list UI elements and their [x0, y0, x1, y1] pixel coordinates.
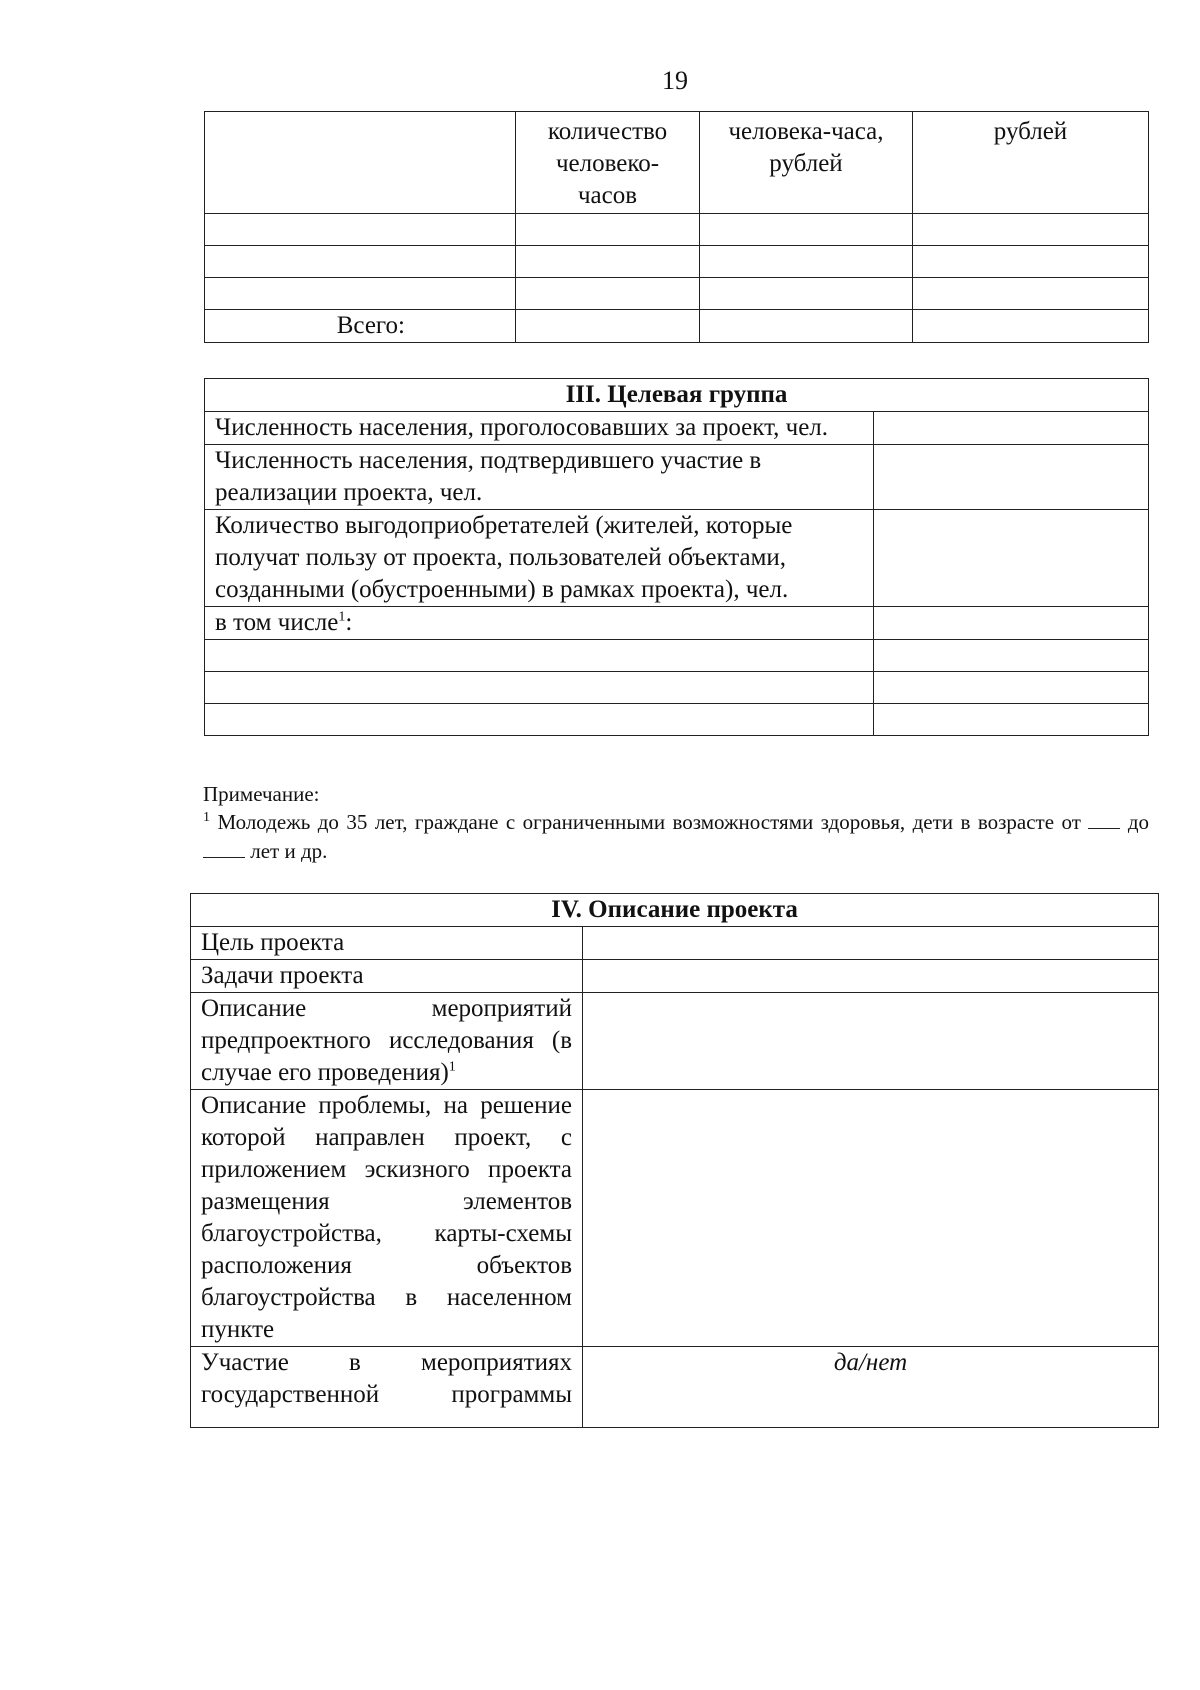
header-cell-rate: [700, 112, 913, 214]
table-row: [205, 607, 1149, 640]
cell[interactable]: [205, 278, 516, 310]
row-label: Участие в мероприятиях государственной программы: [191, 1347, 583, 1428]
value-cell[interactable]: [583, 927, 1159, 960]
note-text-part: до: [1127, 810, 1150, 834]
header-line: человеко-: [555, 150, 660, 177]
blank-line: [203, 839, 245, 858]
header-cell-hours: [516, 112, 700, 214]
table-row: [205, 445, 1149, 510]
cell[interactable]: [913, 310, 1149, 343]
cell[interactable]: [913, 214, 1149, 246]
table-row: [205, 640, 1149, 672]
header-line: рублей: [769, 150, 843, 177]
note-text-part: Молодежь до 35 лет, граждане с ограниченными возможностями здоровья, дети в возрасте от: [217, 810, 1081, 834]
cell[interactable]: [700, 278, 913, 310]
row-label: [191, 993, 583, 1090]
note-title: Примечание:: [203, 782, 320, 806]
footnote-mark: 1: [448, 1059, 456, 1075]
row-label: Численность населения, проголосовавших за проект, чел.: [205, 412, 874, 445]
table-row: [191, 1347, 1159, 1428]
header-cell-empty: [205, 112, 516, 214]
page-number: 19: [662, 66, 688, 95]
table-row: [191, 927, 1159, 960]
row-label: Задачи проекта: [191, 960, 583, 993]
table-row: [191, 1090, 1159, 1347]
table-row: [205, 214, 1149, 246]
value-cell[interactable]: [874, 445, 1149, 510]
cell[interactable]: [205, 246, 516, 278]
labor-costs-table: [204, 111, 1149, 343]
value-cell[interactable]: [583, 1090, 1159, 1347]
table-row: [205, 412, 1149, 445]
row-label: Описание проблемы, на решение которой направлен проект, с приложением эскизного проекта размещения элементов благоустройства, карты-схемы расположения объектов благоустройства в населенном пункте: [191, 1090, 583, 1347]
row-text-tail: :: [345, 609, 353, 636]
cell[interactable]: [913, 278, 1149, 310]
header-line: рублей: [993, 118, 1068, 145]
cell[interactable]: [874, 672, 1149, 704]
project-description-table: [190, 893, 1159, 1428]
cell[interactable]: [516, 310, 700, 343]
cell[interactable]: [205, 672, 874, 704]
table-row: [205, 278, 1149, 310]
table-row: [205, 672, 1149, 704]
cell[interactable]: [516, 246, 700, 278]
yes-no-cell[interactable]: да/нет: [583, 1347, 1159, 1428]
cell[interactable]: [700, 246, 913, 278]
cell[interactable]: [874, 640, 1149, 672]
section-title: III. Целевая группа: [205, 379, 1149, 412]
cell[interactable]: [700, 310, 913, 343]
row-label: Цель проекта: [191, 927, 583, 960]
value-cell[interactable]: [583, 993, 1159, 1090]
table-row: [205, 510, 1149, 607]
header-line: часов: [577, 182, 638, 209]
header-line: человека-часа,: [728, 118, 884, 145]
table-row: [205, 246, 1149, 278]
table-row: [191, 960, 1159, 993]
table-row: [191, 993, 1159, 1090]
cell[interactable]: [700, 214, 913, 246]
header-cell-sum: [913, 112, 1149, 214]
row-label: Численность населения, подтвердившего участие в реализации проекта, чел.: [205, 445, 874, 510]
cell[interactable]: [205, 214, 516, 246]
cell[interactable]: [516, 214, 700, 246]
value-cell[interactable]: [874, 412, 1149, 445]
cell[interactable]: [205, 704, 874, 736]
note-text-part: лет и др.: [250, 839, 328, 863]
footnote-mark: 1: [203, 810, 210, 825]
row-label: [205, 607, 874, 640]
row-label: Количество выгодоприобретателей (жителей, которые получат пользу от проекта, пользователей объектами, созданными (обустроенными) в рамках проекта), чел.: [205, 510, 874, 607]
target-group-table: [204, 378, 1149, 736]
row-text: Описание мероприятий предпроектного исследования (в случае его проведения): [201, 995, 572, 1086]
blank-line: [1088, 810, 1120, 829]
cell[interactable]: [516, 278, 700, 310]
value-cell[interactable]: [874, 510, 1149, 607]
cell[interactable]: [874, 704, 1149, 736]
table-header-row: [205, 112, 1149, 214]
total-label: Всего:: [205, 310, 516, 343]
section-title: IV. Описание проекта: [191, 894, 1159, 927]
row-text: в том числе: [215, 609, 339, 636]
header-line: количество: [547, 118, 668, 145]
footnote-mark: 1: [338, 609, 346, 625]
value-cell[interactable]: [583, 960, 1159, 993]
note-text: [203, 808, 1149, 866]
value-cell[interactable]: [874, 607, 1149, 640]
cell[interactable]: [205, 640, 874, 672]
table-row: [205, 704, 1149, 736]
total-row: [205, 310, 1149, 343]
cell[interactable]: [913, 246, 1149, 278]
